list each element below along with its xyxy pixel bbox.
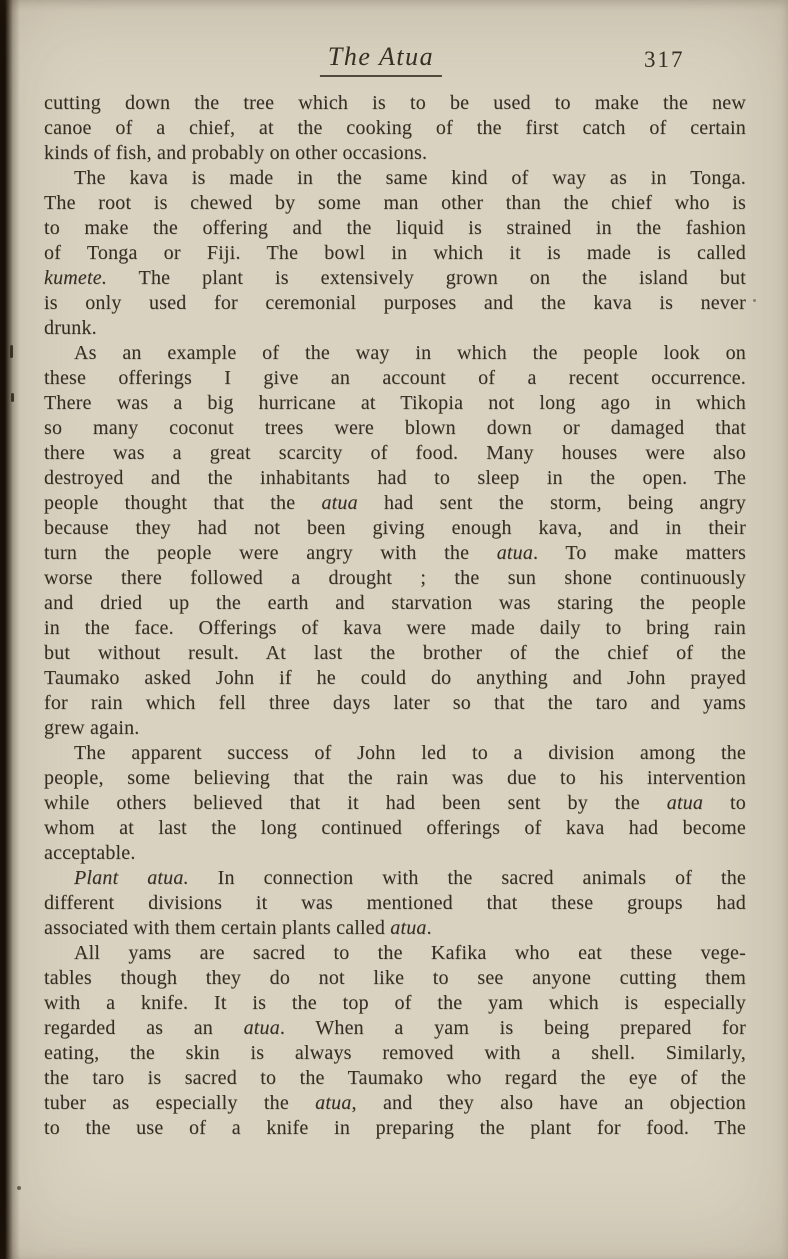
binding-gutter-shadow [0, 0, 20, 1259]
italic-text-segment: Plant atua. [74, 867, 189, 889]
text-line [44, 366, 746, 391]
text-line [44, 816, 746, 841]
running-title: The Atua [320, 42, 442, 77]
text-segment: whom at last the long continued offerings of kava had become [44, 817, 746, 839]
text-line [44, 791, 746, 816]
text-segment: for rain which fell three days later so that the taro and yams [44, 692, 746, 714]
text-line [44, 466, 746, 491]
text-segment: grew again. [44, 717, 140, 739]
text-line [44, 316, 746, 341]
text-line [44, 991, 746, 1016]
italic-text-segment: atua [496, 542, 534, 564]
text-segment: people, some believing that the rain was due to his intervention [44, 767, 746, 789]
text-line [44, 91, 746, 116]
text-line [44, 1016, 746, 1041]
text-line [44, 691, 746, 716]
text-line [44, 1066, 746, 1091]
text-line [44, 441, 746, 466]
text-line [44, 841, 746, 866]
text-line [44, 391, 746, 416]
text-line [44, 166, 746, 191]
text-line [44, 341, 746, 366]
text-segment: , and they also have an objection [351, 1092, 746, 1114]
ink-speck [10, 345, 13, 358]
text-segment: The kava is made in the same kind of way as in Tonga. [74, 167, 746, 189]
text-line [44, 266, 746, 291]
text-segment: There was a big hurricane at Tikopia not long ago in which [44, 392, 746, 414]
text-line [44, 216, 746, 241]
italic-text-segment: atua [321, 492, 358, 514]
text-segment: canoe of a chief, at the cooking of the first catch of certain [44, 117, 746, 139]
text-line [44, 966, 746, 991]
text-line [44, 866, 746, 891]
paragraph [44, 866, 746, 941]
text-segment: cutting down the tree which is to be used to make the new [44, 92, 746, 114]
text-segment: people thought that the [44, 492, 322, 514]
paragraph [44, 741, 746, 866]
text-segment: regarded as an [44, 1017, 244, 1039]
text-line [44, 1116, 746, 1141]
italic-text-segment: atua [315, 1092, 352, 1114]
text-line [44, 591, 746, 616]
text-line [44, 941, 746, 966]
text-line [44, 191, 746, 216]
text-segment: in the face. Offerings of kava were made daily to bring rain [44, 617, 746, 639]
text-segment: destroyed and the inhabitants had to sleep in the open. The [44, 467, 746, 489]
text-segment: tuber as especially the [44, 1092, 316, 1114]
text-segment: of Tonga or Fiji. The bowl in which it is made is called [44, 242, 746, 264]
italic-text-segment: atua [243, 1017, 280, 1039]
italic-text-segment: atua [666, 792, 704, 814]
text-line [44, 141, 746, 166]
text-line [44, 1091, 746, 1116]
text-line [44, 716, 746, 741]
text-segment: to the use of a knife in preparing the plant for food. The [44, 1117, 746, 1139]
text-line [44, 566, 746, 591]
italic-text-segment: atua [390, 917, 427, 939]
text-line [44, 641, 746, 666]
text-block [44, 91, 746, 1141]
text-line [44, 516, 746, 541]
text-line [44, 666, 746, 691]
page-number: 317 [644, 47, 685, 72]
text-segment: had sent the storm, being angry [357, 492, 746, 514]
text-segment: The root is chewed by some man other than the chief who is [44, 192, 746, 214]
text-line [44, 891, 746, 916]
text-segment: . To make matters [533, 542, 746, 564]
text-line [44, 491, 746, 516]
text-segment: The plant is extensively grown on the island but [107, 267, 746, 289]
text-segment: turn the people were angry with the [44, 542, 497, 564]
text-segment: Taumako asked John if he could do anything and John prayed [44, 667, 746, 689]
text-line [44, 1041, 746, 1066]
ink-speck [753, 299, 756, 302]
text-segment: different divisions it was mentioned that these groups had [44, 892, 746, 914]
text-segment: there was a great scarcity of food. Many houses were also [44, 442, 746, 464]
text-line [44, 541, 746, 566]
text-segment: so many coconut trees were blown down or damaged that [44, 417, 746, 439]
text-segment: and dried up the earth and starvation was staring the people [44, 592, 746, 614]
text-segment: to [703, 792, 746, 814]
ink-speck [17, 1186, 21, 1190]
text-segment: associated with them certain plants called [44, 917, 391, 939]
text-segment: acceptable. [44, 842, 136, 864]
text-line [44, 416, 746, 441]
text-segment: with a knife. It is the top of the yam which is especially [44, 992, 746, 1014]
text-line [44, 741, 746, 766]
text-segment: worse there followed a drought ; the sun shone continuously [44, 567, 746, 589]
paragraph [44, 91, 746, 166]
text-segment: The apparent success of John led to a division among the [74, 742, 746, 764]
text-line [44, 766, 746, 791]
ink-speck [11, 393, 14, 402]
text-segment: eating, the skin is always removed with a shell. Similarly, [44, 1042, 746, 1064]
text-line [44, 291, 746, 316]
text-segment: . When a yam is being prepared for [279, 1017, 746, 1039]
text-segment: As an example of the way in which the people look on [74, 342, 746, 364]
paragraph [44, 341, 746, 741]
text-segment: All yams are sacred to the Kafika who eat these vege- [74, 942, 746, 964]
text-segment: is only used for ceremonial purposes and the kava is never [44, 292, 746, 314]
text-segment: while others believed that it had been sent by the [44, 792, 667, 814]
text-segment: these offerings I give an account of a recent occurrence. [44, 367, 746, 389]
paragraph [44, 941, 746, 1141]
text-segment: In connection with the sacred animals of the [188, 867, 746, 889]
text-line [44, 116, 746, 141]
text-segment: to make the offering and the liquid is strained in the fashion [44, 217, 746, 239]
text-segment: drunk. [44, 317, 97, 339]
text-segment: the taro is sacred to the Taumako who regard the eye of the [44, 1067, 746, 1089]
text-segment: tables though they do not like to see anyone cutting them [44, 967, 746, 989]
text-segment: . [426, 917, 432, 939]
text-segment: because they had not been giving enough kava, and in their [44, 517, 746, 539]
text-line [44, 616, 746, 641]
page-header [44, 42, 746, 84]
paragraph [44, 166, 746, 341]
text-segment: kinds of fish, and probably on other occasions. [44, 142, 428, 164]
italic-text-segment: kumete. [44, 267, 108, 289]
text-line [44, 241, 746, 266]
text-segment: but without result. At last the brother of the chief of the [44, 642, 746, 664]
text-line [44, 916, 746, 941]
